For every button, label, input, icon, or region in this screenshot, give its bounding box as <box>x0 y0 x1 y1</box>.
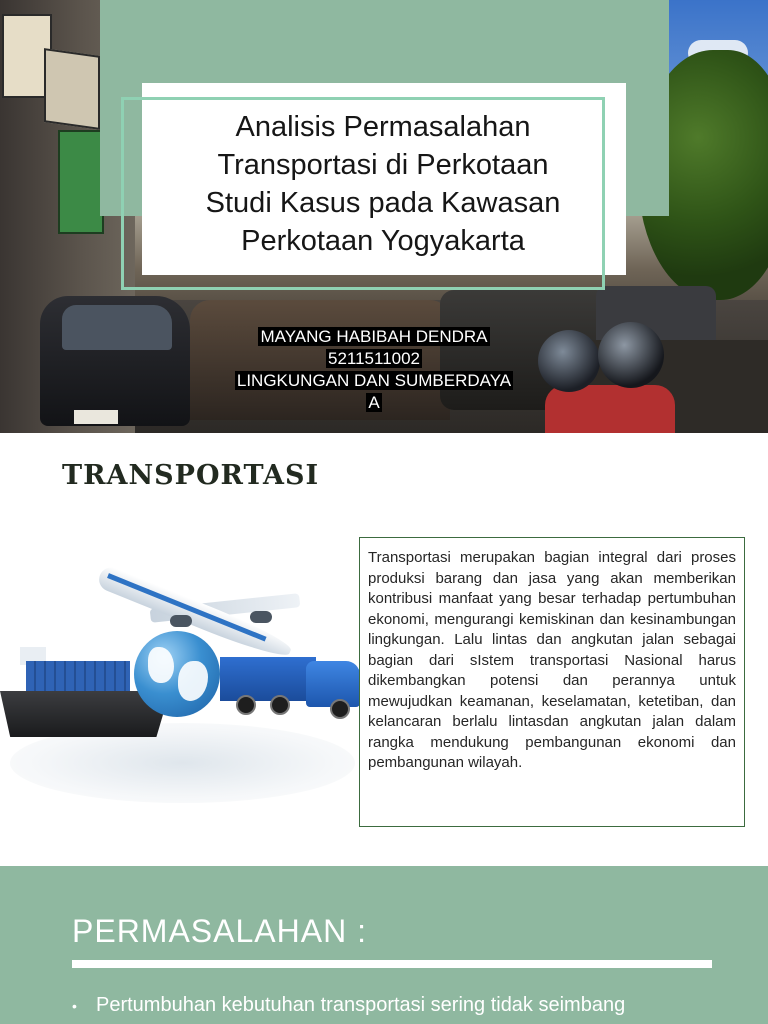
globe-landmass <box>148 647 174 683</box>
slide-heading: PERMASALAHAN : <box>72 913 367 949</box>
car-window <box>62 305 172 350</box>
helmet-icon <box>598 322 664 388</box>
engine-icon <box>170 615 192 627</box>
title-line: Transportasi di Perkotaan <box>217 149 549 181</box>
ship-containers <box>26 661 130 693</box>
presenter-info <box>216 326 532 414</box>
slide-heading: TRANSPORTASI <box>62 460 320 491</box>
shop-sign <box>58 130 104 234</box>
description-paragraph: Transportasi merupakan bagian integral dari proses produksi barang dan jasa yang akan memberikan kontribusi manfaat yang besar terhadap pertumbuhan ekonomi, mengurangi kemiskinan dan kesinambungan lingkungan. Lalu lintas dan angkutan jalan sebagai bagian dari sIstem transportasi Nasional harus dikembangkan potensi dan perannya untuk mewujudkan keamanan, keselamatan, ketetiban, dan kelancaran berlalu lintasdan angkutan jalan dalam rangka mendukung pembangunan ekonomi dan pembangunan wilayah. <box>368 549 736 771</box>
description-textbox <box>359 537 745 827</box>
bullet-icon: • <box>72 998 77 1014</box>
shop-sign <box>44 48 100 130</box>
wheel-icon <box>270 695 290 715</box>
license-plate <box>74 410 118 424</box>
helmet-icon <box>538 330 600 392</box>
transport-illustration <box>0 543 360 803</box>
student-id: 5211511002 <box>327 349 421 368</box>
truck-container <box>220 657 316 701</box>
department-name: LINGKUNGAN DAN SUMBERDAYA <box>236 371 512 390</box>
title-slide <box>0 0 768 433</box>
presenter-name: MAYANG HABIBAH DENDRA <box>260 327 488 346</box>
bullet-item: Pertumbuhan kebutuhan transportasi sering tidak seimbang <box>96 994 626 1016</box>
department-suffix: A <box>368 393 380 412</box>
wheel-icon <box>236 695 256 715</box>
transportasi-slide <box>0 433 768 866</box>
wheel-icon <box>330 699 350 719</box>
title-line: Perkotaan Yogyakarta <box>241 225 525 257</box>
title-line: Studi Kasus pada Kawasan <box>205 187 561 219</box>
permasalahan-slide <box>0 866 768 1024</box>
motorcycle-rider <box>545 385 675 433</box>
title-line: Analisis Permasalahan <box>235 111 531 143</box>
presentation-title <box>150 108 616 260</box>
engine-icon <box>250 611 272 623</box>
heading-underline <box>72 960 712 968</box>
